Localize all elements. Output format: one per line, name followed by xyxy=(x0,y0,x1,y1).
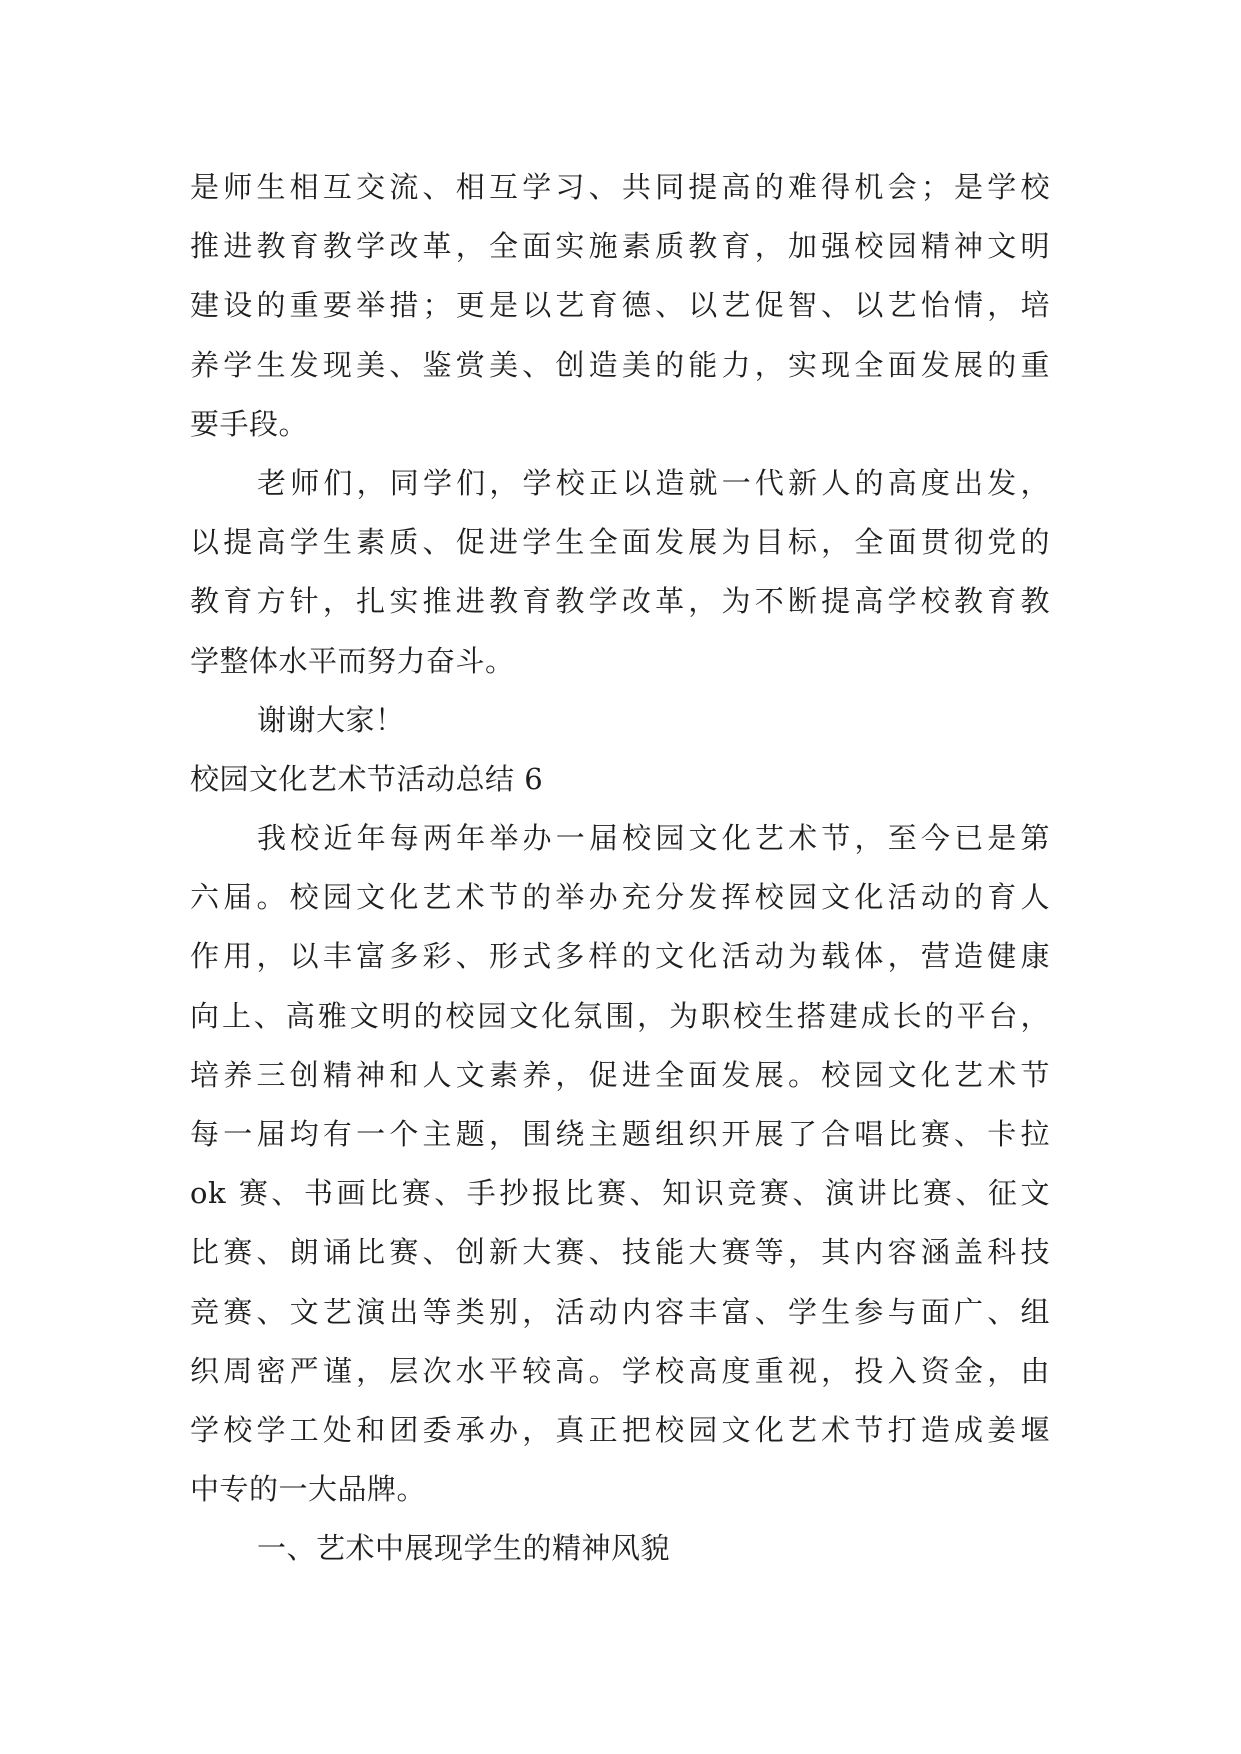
paragraph-line: ok 赛、书画比赛、手抄报比赛、知识竞赛、演讲比赛、征文 xyxy=(190,1176,1050,1211)
document-body xyxy=(190,158,1050,1579)
subheading: 一、艺术中展现学生的精神风貌 xyxy=(257,1531,671,1566)
paragraph-line: 中专的一大品牌。 xyxy=(190,1472,427,1507)
paragraph-line: 老师们，同学们，学校正以造就一代新人的高度出发， xyxy=(257,465,1050,500)
paragraph-line: 学校学工处和团委承办，真正把校园文化艺术节打造成姜堰 xyxy=(190,1412,1050,1447)
paragraph-line: 教育方针，扎实推进教育教学改革，为不断提高学校教育教 xyxy=(190,584,1050,619)
paragraph-line: 是师生相互交流、相互学习、共同提高的难得机会；是学校 xyxy=(190,170,1050,204)
paragraph-1 xyxy=(190,158,1050,454)
closing-remark: 谢谢大家！ xyxy=(257,702,405,737)
paragraph-line: 比赛、朗诵比赛、创新大赛、技能大赛等，其内容涵盖科技 xyxy=(190,1235,1050,1270)
paragraph-line: 六届。校园文化艺术节的举办充分发挥校园文化活动的育人 xyxy=(190,880,1050,915)
paragraph-2 xyxy=(190,454,1050,691)
paragraph-line: 织周密严谨，层次水平较高。学校高度重视，投入资金，由 xyxy=(190,1353,1050,1388)
paragraph-line: 学整体水平而努力奋斗。 xyxy=(190,643,515,678)
paragraph-line: 我校近年每两年举办一届校园文化艺术节，至今已是第 xyxy=(257,821,1050,856)
paragraph-line: 竞赛、文艺演出等类别，活动内容丰富、学生参与面广、组 xyxy=(190,1294,1050,1329)
paragraph-line: 向上、高雅文明的校园文化氛围，为职校生搭建成长的平台， xyxy=(190,998,1050,1033)
paragraph-line: 作用，以丰富多彩、形式多样的文化活动为载体，营造健康 xyxy=(190,939,1050,974)
paragraph-3 xyxy=(190,809,1050,1519)
paragraph-line: 养学生发现美、鉴赏美、创造美的能力，实现全面发展的重 xyxy=(190,347,1050,382)
section-title: 校园文化艺术节活动总结 6 xyxy=(190,761,544,796)
paragraph-line: 每一届均有一个主题，围绕主题组织开展了合唱比赛、卡拉 xyxy=(190,1117,1050,1151)
paragraph-line: 要手段。 xyxy=(190,406,309,441)
paragraph-line: 以提高学生素质、促进学生全面发展为目标，全面贯彻党的 xyxy=(190,525,1050,560)
paragraph-line: 培养三创精神和人文素养，促进全面发展。校园文化艺术节 xyxy=(190,1057,1050,1092)
paragraph-line: 建设的重要举措；更是以艺育德、以艺促智、以艺怡情，培 xyxy=(190,288,1050,323)
paragraph-line: 推进教育教学改革，全面实施素质教育，加强校园精神文明 xyxy=(190,229,1050,264)
